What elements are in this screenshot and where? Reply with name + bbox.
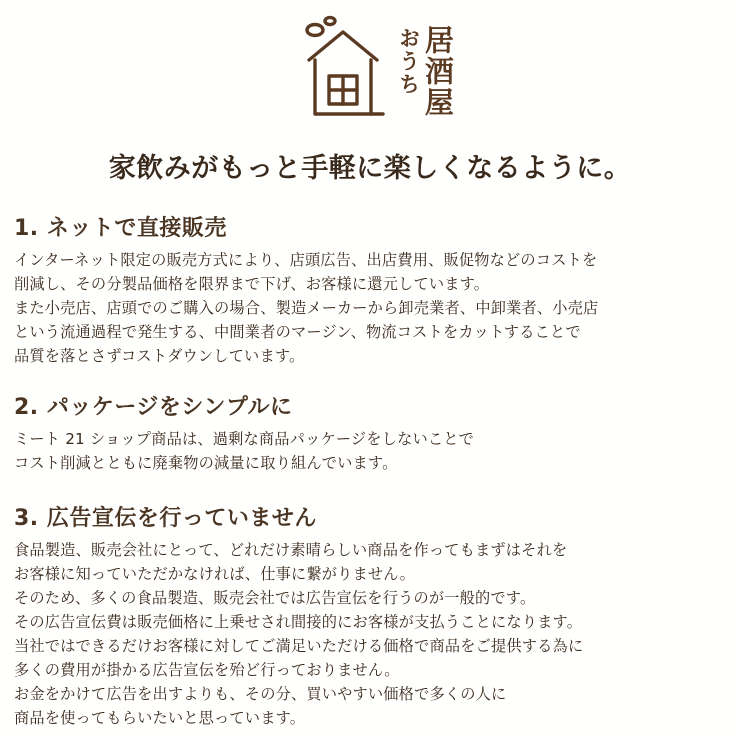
section-body (14, 538, 726, 730)
body-line: その広告宣伝費は販売価格に上乗せされ間接的にお客様が支払うことになります。 (14, 613, 583, 632)
body-line: また小売店、店頭でのご購入の場合、製造メーカーから卸売業者、中卸業者、小売店 (14, 299, 599, 318)
body-line: 品質を落とさずコストダウンしています。 (14, 347, 305, 366)
page-title: 家飲みがもっと手軽に楽しくなるように。 (108, 153, 632, 184)
body-line: ミート 21 ショップ商品は、過剰な商品パッケージをしないことで (14, 430, 475, 449)
section-title: 1. ネットで直接販売 (14, 216, 227, 241)
section-no-advertising (14, 501, 726, 730)
brand-logo (0, 0, 740, 138)
logo-text-left: おうち (396, 27, 422, 96)
body-line: という流通過程で発生する、中間業者のマージン、物流コストをカットすることで (14, 323, 581, 342)
body-line: 商品を使ってもらいたいと思っています。 (14, 709, 306, 728)
section-direct-sales (14, 211, 726, 368)
body-line: 食品製造、販売会社にとって、どれだけ素晴らしい商品を作ってもまずはそれを (14, 541, 568, 560)
logo-wordmark (397, 25, 453, 124)
house-icon (295, 14, 391, 124)
body-line: お客様に知っていただかなければ、仕事に繋がりません。 (14, 565, 415, 584)
section-body (14, 248, 726, 368)
body-line: コスト削減とともに廃棄物の減量に取り組んでいます。 (14, 454, 398, 473)
section-title: 2. パッケージをシンプルに (14, 395, 293, 421)
body-line: お金をかけて広告を出すよりも、その分、買いやすい価格で多くの人に (14, 685, 507, 704)
body-line: インターネット限定の販売方式により、店頭広告、出店費用、販促物などのコストを (14, 251, 598, 269)
content-body (0, 211, 740, 730)
section-simple-package (14, 390, 726, 475)
body-line: そのため、多くの食品製造、販売会社では広告宣伝を行うのが一般的です。 (14, 589, 536, 608)
logo-text-right: 居酒屋 (420, 25, 455, 118)
body-line: 削減し、その分製品価格を限界まで下げ、お客様に還元しています。 (14, 275, 490, 294)
section-body (14, 427, 726, 475)
section-title: 3. 広告宣伝を行っていません (14, 506, 317, 532)
body-line: 当社ではできるだけお客様に対してご満足いただける価格で商品をご提供する為に (14, 637, 584, 656)
body-line: 多くの費用が掛かる広告宣伝を殆ど行っておりません。 (14, 661, 400, 680)
